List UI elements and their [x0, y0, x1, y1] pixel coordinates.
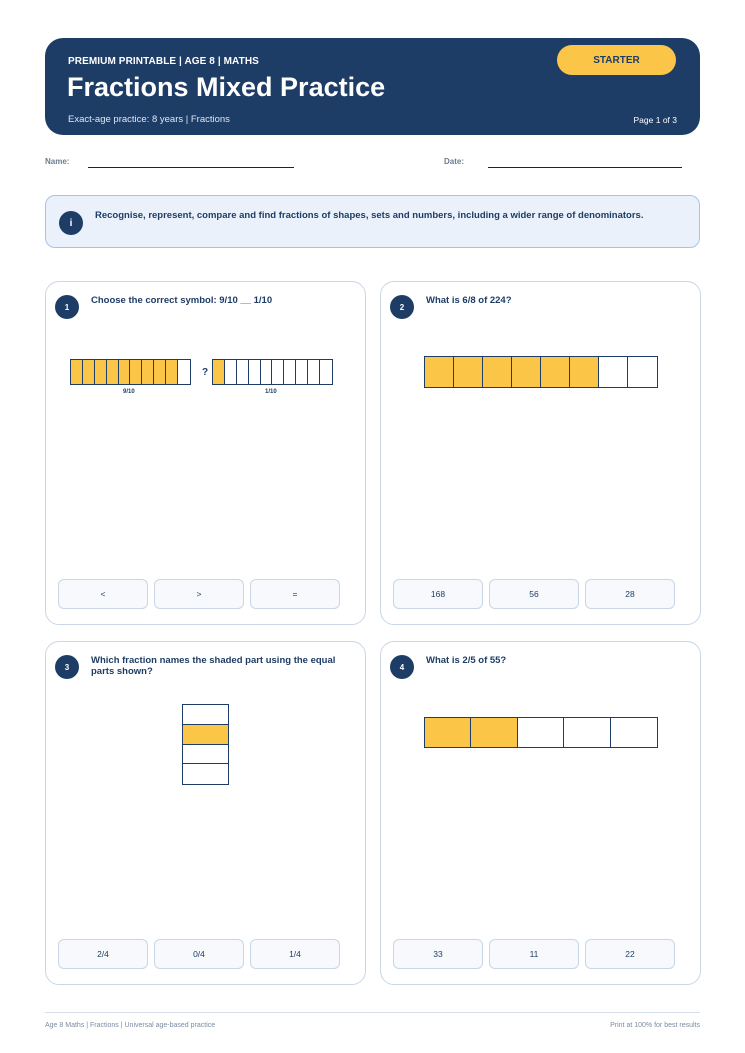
- question-number: 1: [55, 295, 79, 319]
- answer-option[interactable]: 22: [585, 939, 675, 969]
- fraction-column: [182, 704, 229, 785]
- date-field[interactable]: [488, 167, 682, 168]
- question-number: 2: [390, 295, 414, 319]
- header-subtitle: Exact-age practice: 8 years | Fractions: [68, 114, 230, 125]
- question-card-3: [45, 641, 366, 985]
- footer-right: Print at 100% for best results: [610, 1022, 700, 1029]
- level-badge: STARTER: [557, 45, 676, 75]
- question-number: 3: [55, 655, 79, 679]
- date-label: Date:: [444, 157, 465, 166]
- answer-option[interactable]: 1/4: [250, 939, 340, 969]
- fraction-bar-left: [70, 359, 191, 385]
- fraction-label-left: 9/10: [123, 389, 135, 395]
- name-label: Name:: [45, 157, 70, 166]
- fraction-bar: [424, 717, 658, 748]
- name-field[interactable]: [88, 167, 294, 168]
- question-card-1: [45, 281, 366, 625]
- page-title: Fractions Mixed Practice: [67, 72, 386, 102]
- question-text: Which fraction names the shaded part using the equal parts shown?: [91, 655, 336, 677]
- question-number: 4: [390, 655, 414, 679]
- objective-box: [45, 195, 700, 248]
- footer-left: Age 8 Maths | Fractions | Universal age-based practice: [45, 1022, 216, 1029]
- comparison-placeholder: ?: [202, 367, 209, 378]
- fraction-label-right: 1/10: [265, 389, 277, 395]
- page-indicator: Page 1 of 3: [633, 115, 677, 125]
- answer-option[interactable]: 168: [393, 579, 483, 609]
- question-card-2: [380, 281, 701, 625]
- worksheet-header: [45, 38, 700, 135]
- answer-option[interactable]: =: [250, 579, 340, 609]
- answer-option[interactable]: 2/4: [58, 939, 148, 969]
- answer-option[interactable]: 28: [585, 579, 675, 609]
- question-card-4: [380, 641, 701, 985]
- answer-option[interactable]: 33: [393, 939, 483, 969]
- answer-option[interactable]: <: [58, 579, 148, 609]
- fraction-bar-right: [212, 359, 333, 385]
- fraction-bar: [424, 356, 658, 388]
- info-icon: i: [59, 211, 83, 235]
- answer-option[interactable]: 0/4: [154, 939, 244, 969]
- objective-text: Recognise, represent, compare and find fractions of shapes, sets and numbers, including a wider range of denominators.: [95, 210, 644, 221]
- answer-option[interactable]: >: [154, 579, 244, 609]
- question-text: What is 2/5 of 55?: [426, 655, 507, 666]
- answer-option[interactable]: 56: [489, 579, 579, 609]
- footer-divider: [45, 1012, 700, 1013]
- answer-option[interactable]: 11: [489, 939, 579, 969]
- question-text: What is 6/8 of 224?: [426, 295, 512, 306]
- header-kicker: PREMIUM PRINTABLE | AGE 8 | MATHS: [68, 56, 259, 67]
- question-text: Choose the correct symbol: 9/10 __ 1/10: [91, 295, 273, 306]
